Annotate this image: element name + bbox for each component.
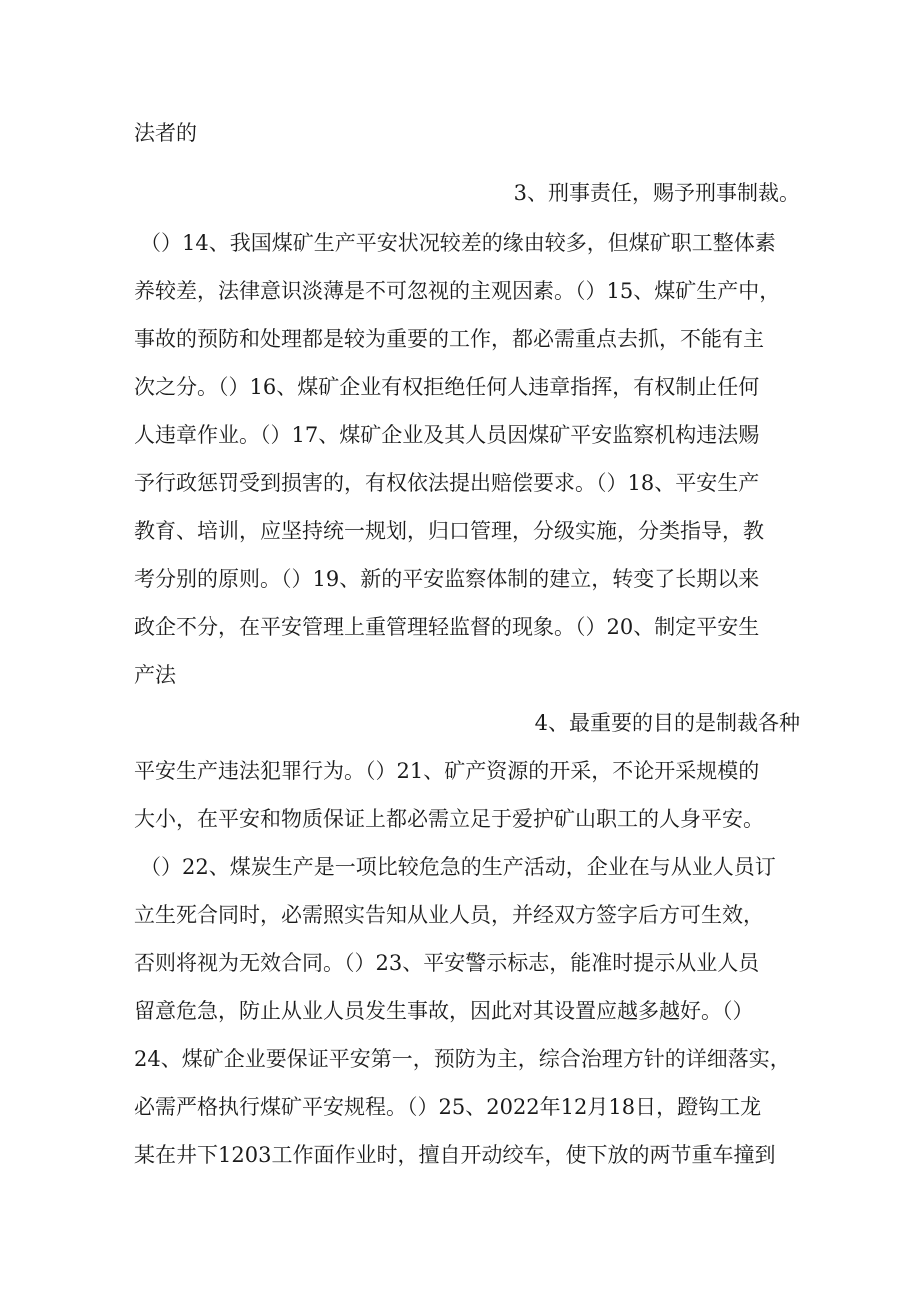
text-line: 平安生产违法犯罪行为。（）21、矿产资源的开采，不论开采规模的 <box>134 759 760 783</box>
text-line: 大小，在平安和物质保证上都必需立足于爱护矿山职工的人身平安。 <box>134 807 764 831</box>
text-line: （）22、煤炭生产是一项比较危急的生产活动，企业在与从业人员订 <box>140 855 776 879</box>
text-line: 留意危急，防止从业人员发生事故，因此对其设置应越多越好。（） <box>134 999 754 1023</box>
text-line: 教育、培训，应坚持统一规划，归口管理，分级实施，分类指导，教 <box>134 519 764 543</box>
text-line: 3、刑事责任，赐予刑事制裁。 <box>513 181 800 205</box>
text-line: 立生死合同时，必需照实告知从业人员，并经双方签字后方可生效， <box>134 903 764 927</box>
text-line: （）14、我国煤矿生产平安状况较差的缘由较多，但煤矿职工整体素 <box>140 231 776 255</box>
text-line: 次之分。（）16、煤矿企业有权拒绝任何人违章指挥，有权制止任何 <box>134 375 760 399</box>
text-line: 政企不分，在平安管理上重管理轻监督的现象。（）20、制定平安生 <box>134 615 760 639</box>
text-line: 予行政惩罚受到损害的，有权依法提出赔偿要求。（）18、平安生产 <box>134 471 760 495</box>
text-line: 产法 <box>134 663 176 687</box>
text-line: 人违章作业。（）17、煤矿企业及其人员因煤矿平安监察机构违法赐 <box>134 423 760 447</box>
text-line: 必需严格执行煤矿平安规程。（）25、2022年12月18日，蹬钩工龙 <box>134 1095 762 1119</box>
text-line: 法者的 <box>134 121 197 145</box>
text-line: 4、最重要的目的是制裁各种 <box>534 711 800 735</box>
text-line: 否则将视为无效合同。（）23、平安警示标志，能准时提示从业人员 <box>134 951 760 975</box>
text-line: 考分别的原则。（）19、新的平安监察体制的建立，转变了长期以来 <box>134 567 760 591</box>
text-line: 24、煤矿企业要保证平安第一，预防为主，综合治理方针的详细落实， <box>134 1047 791 1071</box>
text-line: 事故的预防和处理都是较为重要的工作，都必需重点去抓，不能有主 <box>134 327 764 351</box>
text-line: 某在井下1203工作面作业时，擅自开动绞车，使下放的两节重车撞到 <box>134 1143 776 1167</box>
text-line: 养较差，法律意识淡薄是不可忽视的主观因素。（）15、煤矿生产中， <box>134 279 781 303</box>
